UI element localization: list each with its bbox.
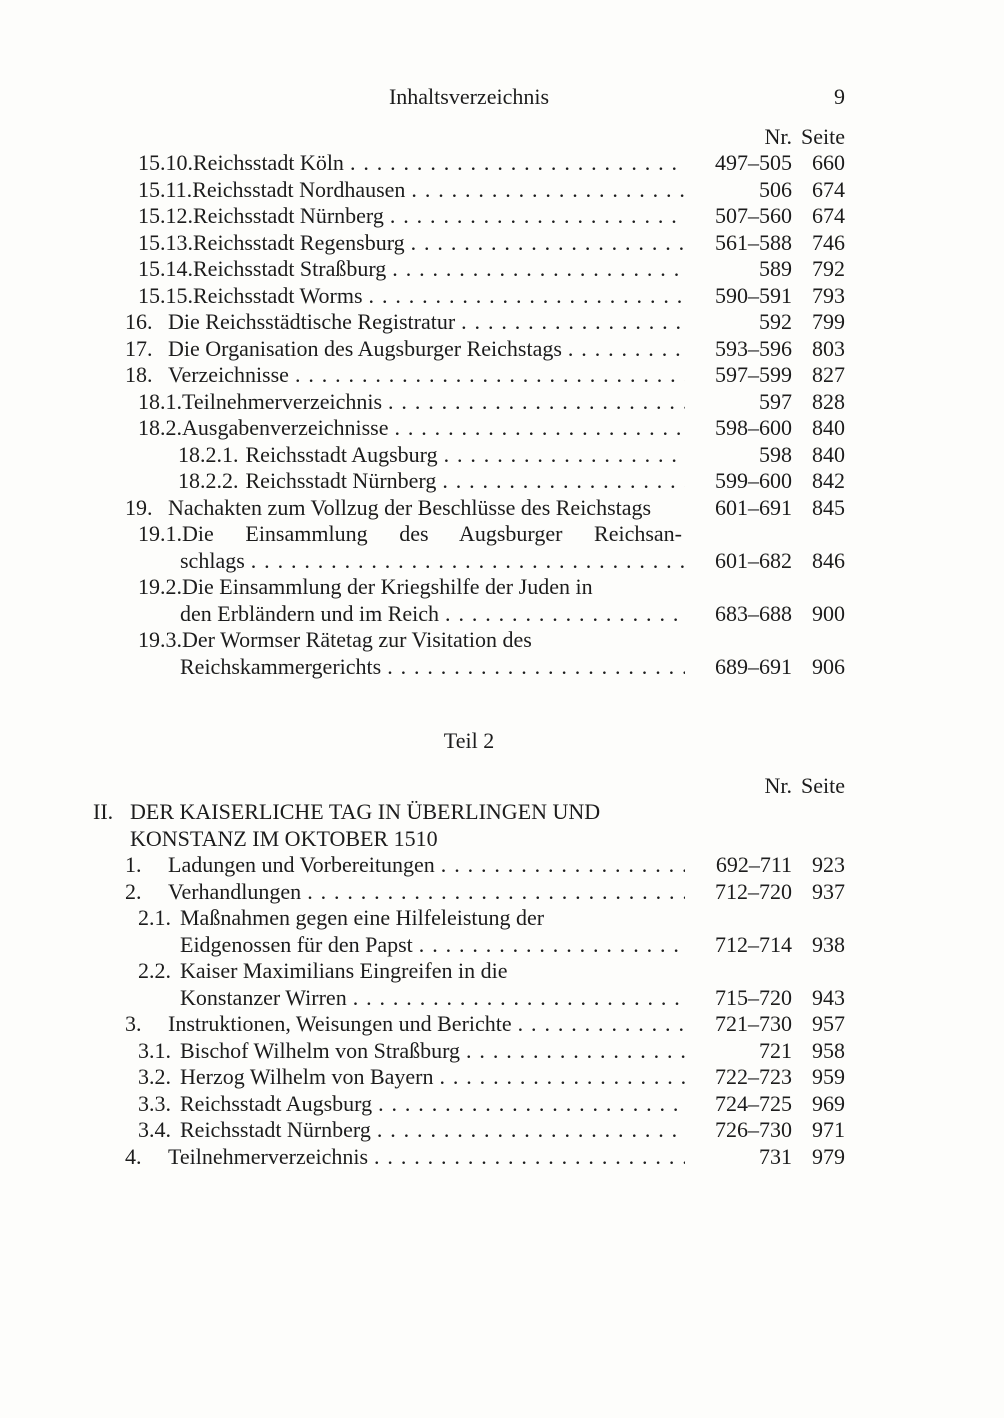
entry-title: schlags — [180, 547, 245, 573]
entry-title: Reichsstadt Nürnberg — [180, 1117, 371, 1142]
entry-page: 746 — [812, 229, 845, 255]
entry-number: 16. — [125, 309, 153, 334]
entry-title: Bischof Wilhelm von Straßburg — [180, 1037, 461, 1063]
toc-entry-row — [93, 627, 845, 654]
entry-title: Die Reichsstädtische Registratur — [168, 309, 456, 334]
entry-nr: 589 — [759, 256, 792, 281]
entry-nr: 599–600 — [715, 468, 792, 493]
dot-leader — [386, 256, 685, 283]
page-header — [93, 84, 845, 111]
toc-part1 — [93, 150, 845, 680]
entry-title: DER KAISERLICHE TAG IN ÜBERLINGEN UND — [130, 799, 601, 824]
entry-number: 15.14. — [138, 256, 193, 281]
entry-number: 15.15. — [138, 282, 193, 308]
entry-nr: 715–720 — [715, 984, 792, 1010]
toc-entry-row — [93, 1038, 845, 1065]
entry-nr: 597–599 — [715, 362, 792, 387]
dot-leader — [381, 654, 685, 681]
toc-entry-row — [93, 495, 845, 522]
entry-nr: 712–714 — [715, 931, 792, 957]
entry-nr: 721 — [759, 1037, 792, 1063]
dot-leader — [382, 389, 685, 416]
entry-page: 906 — [812, 653, 845, 679]
entry-nr: 712–720 — [715, 878, 792, 904]
dot-leader — [405, 230, 685, 257]
entry-title: Eidgenossen für den Papst — [180, 931, 413, 957]
entry-number: 3. — [125, 1011, 142, 1036]
entry-nr: 683–688 — [715, 600, 792, 626]
entry-page: 840 — [812, 441, 845, 467]
entry-title: Teilnehmerverzeichnis — [168, 1143, 369, 1169]
entry-page: 793 — [812, 282, 845, 308]
entry-number: 15.13. — [138, 229, 193, 255]
dot-leader — [512, 1011, 685, 1038]
entry-nr: 497–505 — [715, 150, 792, 175]
dot-leader — [363, 283, 685, 310]
column-headers-part2 — [93, 773, 845, 800]
dot-leader — [289, 362, 685, 389]
entry-nr: 724–725 — [715, 1090, 792, 1116]
entry-number: 17. — [125, 335, 153, 361]
toc-entry-row — [93, 256, 845, 283]
toc-entry-row — [93, 177, 845, 204]
page-header-title: Inhaltsverzeichnis — [388, 84, 550, 109]
dot-leader — [438, 442, 685, 469]
entry-page: 971 — [812, 1117, 845, 1142]
dot-leader — [439, 601, 685, 628]
entry-title: Konstanzer Wirren — [180, 984, 347, 1010]
entry-page: 937 — [812, 878, 845, 904]
entry-title: Ladungen und Vorbereitungen — [168, 852, 435, 877]
entry-nr: 506 — [759, 176, 792, 202]
toc-entry-row — [93, 283, 845, 310]
toc-entry-row — [93, 799, 845, 826]
toc-entry-row — [93, 336, 845, 363]
entry-number: 3.2. — [138, 1064, 171, 1089]
dot-leader — [372, 1091, 685, 1118]
entry-page: 943 — [812, 984, 845, 1010]
entry-nr: 692–711 — [715, 852, 792, 877]
toc-entry-row — [93, 548, 845, 575]
entry-nr: 689–691 — [715, 653, 792, 679]
entry-title: Die Einsammlung der Kriegshilfe der Juden in — [182, 574, 593, 599]
entry-title: den Erbländern und im Reich — [180, 600, 440, 626]
entry-title: KONSTANZ IM OKTOBER 1510 — [130, 825, 438, 851]
toc-entry-row — [93, 1011, 845, 1038]
entry-nr: 590–591 — [715, 282, 792, 308]
toc-part2 — [93, 799, 845, 1170]
toc-entry-row — [93, 879, 845, 906]
dot-leader — [562, 336, 685, 363]
entry-title: Reichskammergerichts — [180, 653, 382, 679]
entry-page: 792 — [812, 256, 845, 281]
toc-entry-row — [93, 958, 845, 985]
entry-title: Maßnahmen gegen eine Hilfeleistung der — [180, 905, 545, 930]
entry-page: 827 — [812, 362, 845, 387]
entry-page: 660 — [812, 150, 845, 175]
entry-number: 18.2. — [138, 415, 182, 440]
entry-number: 18. — [125, 362, 153, 387]
toc-entry-row — [93, 601, 845, 628]
entry-page: 803 — [812, 335, 845, 361]
entry-nr: 731 — [759, 1143, 792, 1169]
entry-number: 3.1. — [138, 1037, 171, 1063]
toc-entry-row — [93, 203, 845, 230]
entry-title: Reichsstadt Nordhausen — [192, 176, 406, 202]
toc-entry-row — [93, 932, 845, 959]
entry-title: Ausgabenverzeichnisse — [182, 415, 389, 440]
entry-page: 799 — [812, 309, 845, 334]
toc-content — [93, 84, 845, 1170]
entry-number: 15.10. — [138, 150, 193, 175]
toc-entry-row — [93, 389, 845, 416]
entry-title: Die Organisation des Augsburger Reichstags — [168, 335, 562, 361]
entry-title: Reichsstadt Augsburg — [245, 441, 438, 467]
entry-nr: 507–560 — [715, 203, 792, 228]
entry-title: Instruktionen, Weisungen und Berichte — [168, 1011, 512, 1036]
toc-entry-row — [93, 362, 845, 389]
toc-entry-row — [93, 468, 845, 495]
entry-title: Reichsstadt Nürnberg — [245, 468, 437, 493]
toc-entry-row — [93, 852, 845, 879]
dot-leader — [413, 932, 685, 959]
entry-number: 2. — [125, 878, 142, 904]
dot-leader — [436, 468, 685, 495]
entry-page: 923 — [812, 852, 845, 877]
toc-entry-row — [93, 442, 845, 469]
dot-leader — [347, 985, 685, 1012]
entry-nr: 598–600 — [715, 415, 792, 440]
entry-page: 846 — [812, 547, 845, 573]
entry-page: 969 — [812, 1090, 845, 1116]
entry-number: 3.3. — [138, 1090, 171, 1116]
entry-nr: 601–682 — [715, 547, 792, 573]
entry-nr: 592 — [759, 309, 792, 334]
entry-number: 15.11. — [138, 176, 193, 202]
entry-title: Nachakten zum Vollzug der Beschlüsse des Reichstags — [168, 494, 652, 520]
entry-title: Reichsstadt Straßburg — [193, 256, 387, 281]
column-header-nr: Nr. — [764, 772, 792, 798]
entry-nr: 561–588 — [715, 229, 792, 255]
entry-number: 18.1. — [138, 388, 182, 414]
entry-title: Reichsstadt Regensburg — [193, 229, 405, 255]
entry-title: Reichsstadt Köln — [193, 150, 344, 175]
entry-title: Verzeichnisse — [168, 362, 289, 387]
toc-entry-row — [93, 905, 845, 932]
entry-title: Teilnehmerverzeichnis — [182, 388, 383, 414]
dot-leader — [301, 879, 685, 906]
toc-entry-row — [93, 826, 845, 853]
entry-number: II. — [93, 799, 114, 824]
entry-page: 840 — [812, 415, 845, 440]
entry-number: 4. — [125, 1143, 142, 1169]
toc-entry-row — [93, 1144, 845, 1171]
entry-nr: 722–723 — [715, 1064, 792, 1089]
toc-entry-row — [93, 309, 845, 336]
toc-entry-row — [93, 415, 845, 442]
entry-number: 3.4. — [138, 1117, 171, 1142]
toc-entry-row — [93, 654, 845, 681]
toc-entry-row — [93, 150, 845, 177]
entry-number: 2.2. — [138, 958, 171, 983]
entry-nr: 726–730 — [715, 1117, 792, 1142]
entry-nr: 601–691 — [715, 494, 792, 520]
entry-title: Reichsstadt Augsburg — [180, 1090, 373, 1116]
entry-page: 957 — [812, 1011, 845, 1036]
entry-title: Verhandlungen — [168, 878, 302, 904]
column-header-seite: Seite — [801, 772, 845, 798]
entry-title: Herzog Wilhelm von Bayern — [180, 1064, 434, 1089]
column-header-nr: Nr. — [764, 123, 792, 149]
toc-entry-row — [93, 1117, 845, 1144]
entry-nr: 721–730 — [715, 1011, 792, 1036]
entry-page: 900 — [812, 600, 845, 626]
dot-leader — [368, 1144, 685, 1171]
entry-number: 18.2.2. — [178, 468, 239, 493]
entry-title: Der Wormser Rätetag zur Visitation des — [182, 627, 532, 652]
toc-entry-row — [93, 230, 845, 257]
entry-number: 19.2. — [138, 574, 182, 599]
toc-entry-row — [93, 1091, 845, 1118]
part2-title: Teil 2 — [443, 728, 495, 753]
entry-number: 2.1. — [138, 905, 171, 930]
dot-leader — [371, 1117, 685, 1144]
entry-page: 938 — [812, 931, 845, 957]
entry-title: Reichsstadt Worms — [193, 282, 363, 308]
entry-title: Reichsstadt Nürnberg — [193, 203, 384, 228]
dot-leader — [405, 177, 685, 204]
toc-entry-row — [93, 985, 845, 1012]
dot-leader — [384, 203, 685, 230]
entry-number: 19.3. — [138, 627, 182, 652]
entry-page: 674 — [812, 176, 845, 202]
toc-entry-row — [93, 574, 845, 601]
entry-page: 842 — [812, 468, 845, 493]
entry-page: 979 — [812, 1143, 845, 1169]
toc-entry-row — [93, 521, 845, 548]
dot-leader — [388, 415, 685, 442]
entry-page: 845 — [812, 494, 845, 520]
dot-leader — [455, 309, 685, 336]
column-headers-part1 — [93, 124, 845, 151]
entry-title: Kaiser Maximilians Eingreifen in die — [180, 958, 508, 983]
entry-title: Die Einsammlung des Augsburger Reichsan- — [182, 521, 682, 546]
entry-nr: 598 — [759, 441, 792, 467]
dot-leader — [433, 1064, 685, 1091]
entry-page: 674 — [812, 203, 845, 228]
entry-number: 19. — [125, 494, 153, 520]
entry-nr: 593–596 — [715, 335, 792, 361]
entry-number: 19.1. — [138, 521, 182, 546]
column-header-seite: Seite — [801, 123, 845, 149]
dot-leader — [245, 548, 685, 575]
entry-number: 15.12. — [138, 203, 193, 228]
entry-number: 18.2.1. — [178, 441, 239, 467]
dot-leader — [435, 852, 685, 879]
toc-entry-row — [93, 1064, 845, 1091]
page-number: 9 — [834, 84, 845, 109]
entry-page: 959 — [812, 1064, 845, 1089]
entry-page: 828 — [812, 388, 845, 414]
entry-page: 958 — [812, 1037, 845, 1063]
dot-leader — [344, 150, 685, 177]
entry-nr: 597 — [759, 388, 792, 414]
dot-leader — [460, 1038, 685, 1065]
entry-number: 1. — [125, 852, 142, 877]
